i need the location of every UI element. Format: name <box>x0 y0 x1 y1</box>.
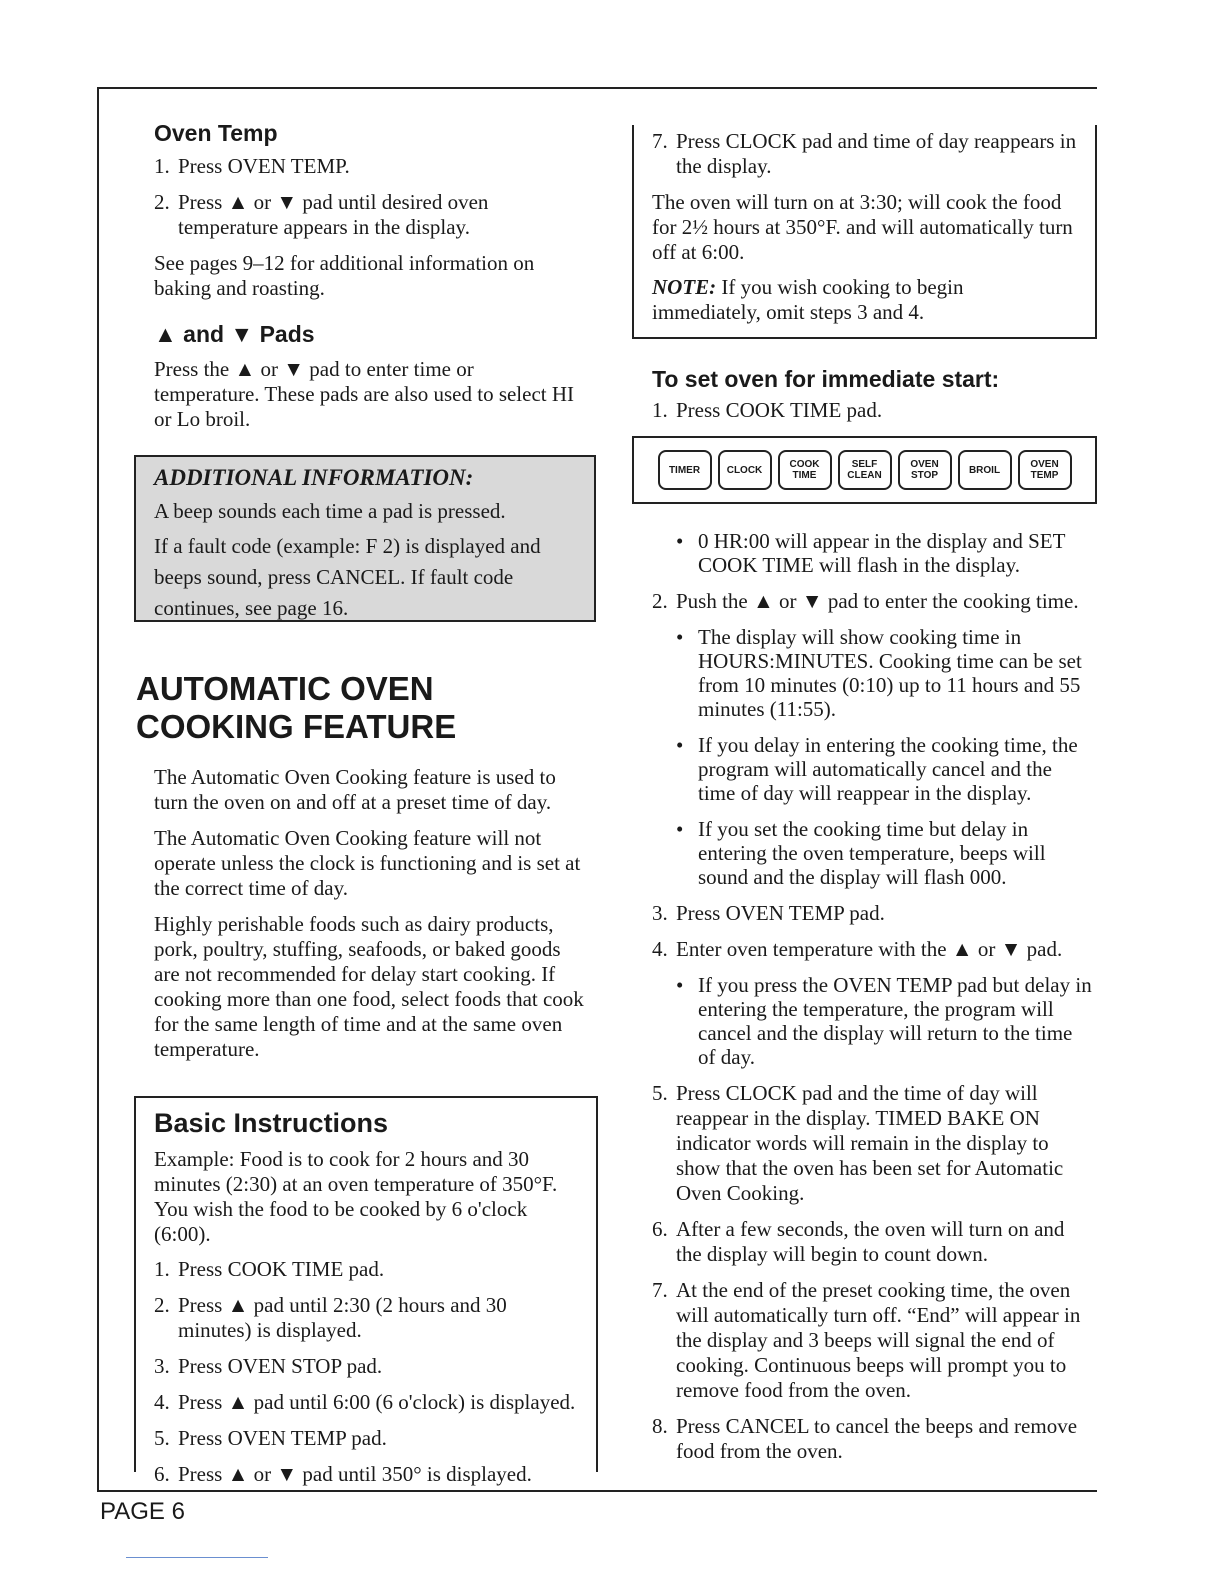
basic-instructions-box <box>134 1096 598 1486</box>
oven-temp-section <box>154 120 574 301</box>
control-panel <box>632 436 1097 504</box>
list-item: 2. Press ▲ or ▼ pad until desired oven temperature appears in the display. <box>154 190 489 239</box>
feature-para: The Automatic Oven Cooking feature is used to turn the oven on and off at a preset time of day. <box>154 765 556 814</box>
immediate-heading: To set oven for immediate start: <box>652 366 1000 392</box>
page-number: PAGE 6 <box>100 1498 185 1525</box>
list-item: • If you set the cooking time but delay in entering the oven temperature, beeps will sound and the display will flash 000. <box>676 817 1046 889</box>
list-item: 7. Press CLOCK pad and time of day reappears in the display. <box>652 129 1077 178</box>
list-item: 6. After a few seconds, the oven will turn on and the display will begin to count down. <box>652 1217 1065 1266</box>
cook-time-pad[interactable]: COOK TIME <box>778 450 832 490</box>
additional-info-para: A beep sounds each time a pad is pressed. <box>154 499 506 523</box>
list-item: 4. Press ▲ pad until 6:00 (6 o'clock) is displayed. <box>154 1390 576 1414</box>
list-item: 8. Press CANCEL to cancel the beeps and remove food from the oven. <box>652 1414 1078 1463</box>
broil-pad[interactable]: BROIL <box>958 450 1012 490</box>
oven-temp-heading: Oven Temp <box>154 120 278 146</box>
list-item: 1. Press COOK TIME pad. <box>154 1257 385 1281</box>
list-item: 7. At the end of the preset cooking time, the oven will automatically turn off. “End” will appear in the display and 3 beeps will signal the end of cooking. Continuous beeps will prompt you to remove food from the oven. <box>652 1278 1081 1402</box>
basic-heading: Basic Instructions <box>154 1108 389 1138</box>
feature-body <box>154 765 584 1062</box>
pads-text: Press the ▲ or ▼ pad to enter time or temperature. These pads are also used to select HI or Lo broil. <box>154 357 575 431</box>
list-item: 3. Press OVEN TEMP pad. <box>652 901 885 925</box>
bottom-rule <box>97 1490 1097 1492</box>
list-item: 6. Press ▲ or ▼ pad until 350° is displayed. <box>154 1462 532 1486</box>
footer-line <box>126 1557 268 1558</box>
list-item: • If you press the OVEN TEMP pad but delay in entering the temperature, the program will cancel and the display will return to the time of day. <box>676 973 1092 1069</box>
oven-temp-pad[interactable]: OVEN TEMP <box>1018 450 1072 490</box>
list-item: • If you delay in entering the cooking time, the program will automatically cancel and the time of day will reappear in the display. <box>676 733 1078 805</box>
list-item: 2. Push the ▲ or ▼ pad to enter the cooking time. <box>652 589 1079 613</box>
feature-title: AUTOMATIC OVEN COOKING FEATURE <box>136 670 457 745</box>
immediate-start-header <box>652 366 1092 434</box>
additional-info-box <box>134 455 596 622</box>
list-item: • 0 HR:00 will appear in the display and SET COOK TIME will flash in the display. <box>676 529 1066 577</box>
list-item: • The display will show cooking time in HOURS:MINUTES. Cooking time can be set from 10 minutes (0:10) up to 11 hours and 55 minutes (11:55). <box>676 625 1082 721</box>
immediate-steps <box>652 529 1092 1475</box>
pads-heading: ▲ and ▼ Pads <box>154 321 315 347</box>
list-item: 1. Press COOK TIME pad. <box>652 398 883 422</box>
list-item: 1. Press OVEN TEMP. <box>154 154 350 178</box>
basic-example: Example: Food is to cook for 2 hours and 30 minutes (2:30) at an oven temperature of 350°F. You wish the food to be cooked by 6 o'clock (6:00). <box>154 1147 558 1246</box>
basic-result: The oven will turn on at 3:30; will cook the food for 2½ hours at 350°F. and will automatically turn off at 6:00. <box>652 190 1073 264</box>
clock-pad[interactable]: CLOCK <box>718 450 772 490</box>
additional-info-title: ADDITIONAL INFORMATION: <box>154 465 474 490</box>
timer-pad[interactable]: TIMER <box>658 450 712 490</box>
list-item: 4. Enter oven temperature with the ▲ or ▼ pad. <box>652 937 1063 961</box>
list-item: 2. Press ▲ pad until 2:30 (2 hours and 30 minutes) is displayed. <box>154 1293 507 1342</box>
basic-continued-box <box>632 125 1097 339</box>
list-item: 3. Press OVEN STOP pad. <box>154 1354 383 1378</box>
self-clean-pad[interactable]: SELF CLEAN <box>838 450 892 490</box>
left-rule <box>97 87 99 1492</box>
additional-info-para: If a fault code (example: F 2) is displayed and beeps sound, press CANCEL. If fault code continues, see page 16. <box>154 534 541 620</box>
feature-para: The Automatic Oven Cooking feature will not operate unless the clock is functioning and is set at the correct time of day. <box>154 826 581 900</box>
top-rule <box>97 87 1097 89</box>
oven-temp-note: See pages 9–12 for additional information on baking and roasting. <box>154 251 535 300</box>
list-item: 5. Press CLOCK pad and the time of day will reappear in the display. TIMED BAKE ON indicator words will remain in the display to show that the oven has been set for Automatic Oven Cooking. <box>652 1081 1064 1205</box>
basic-note: NOTE: If you wish cooking to begin immediately, omit steps 3 and 4. <box>652 275 964 324</box>
pads-section <box>154 321 584 432</box>
list-item: 5. Press OVEN TEMP pad. <box>154 1426 387 1450</box>
feature-para: Highly perishable foods such as dairy products, pork, poultry, stuffing, seafoods, or baked goods are not recommended for delay start cooking. If cooking more than one food, select foods that cook for the same length of time and at the same oven temperature. <box>154 912 584 1061</box>
oven-stop-pad[interactable]: OVEN STOP <box>898 450 952 490</box>
